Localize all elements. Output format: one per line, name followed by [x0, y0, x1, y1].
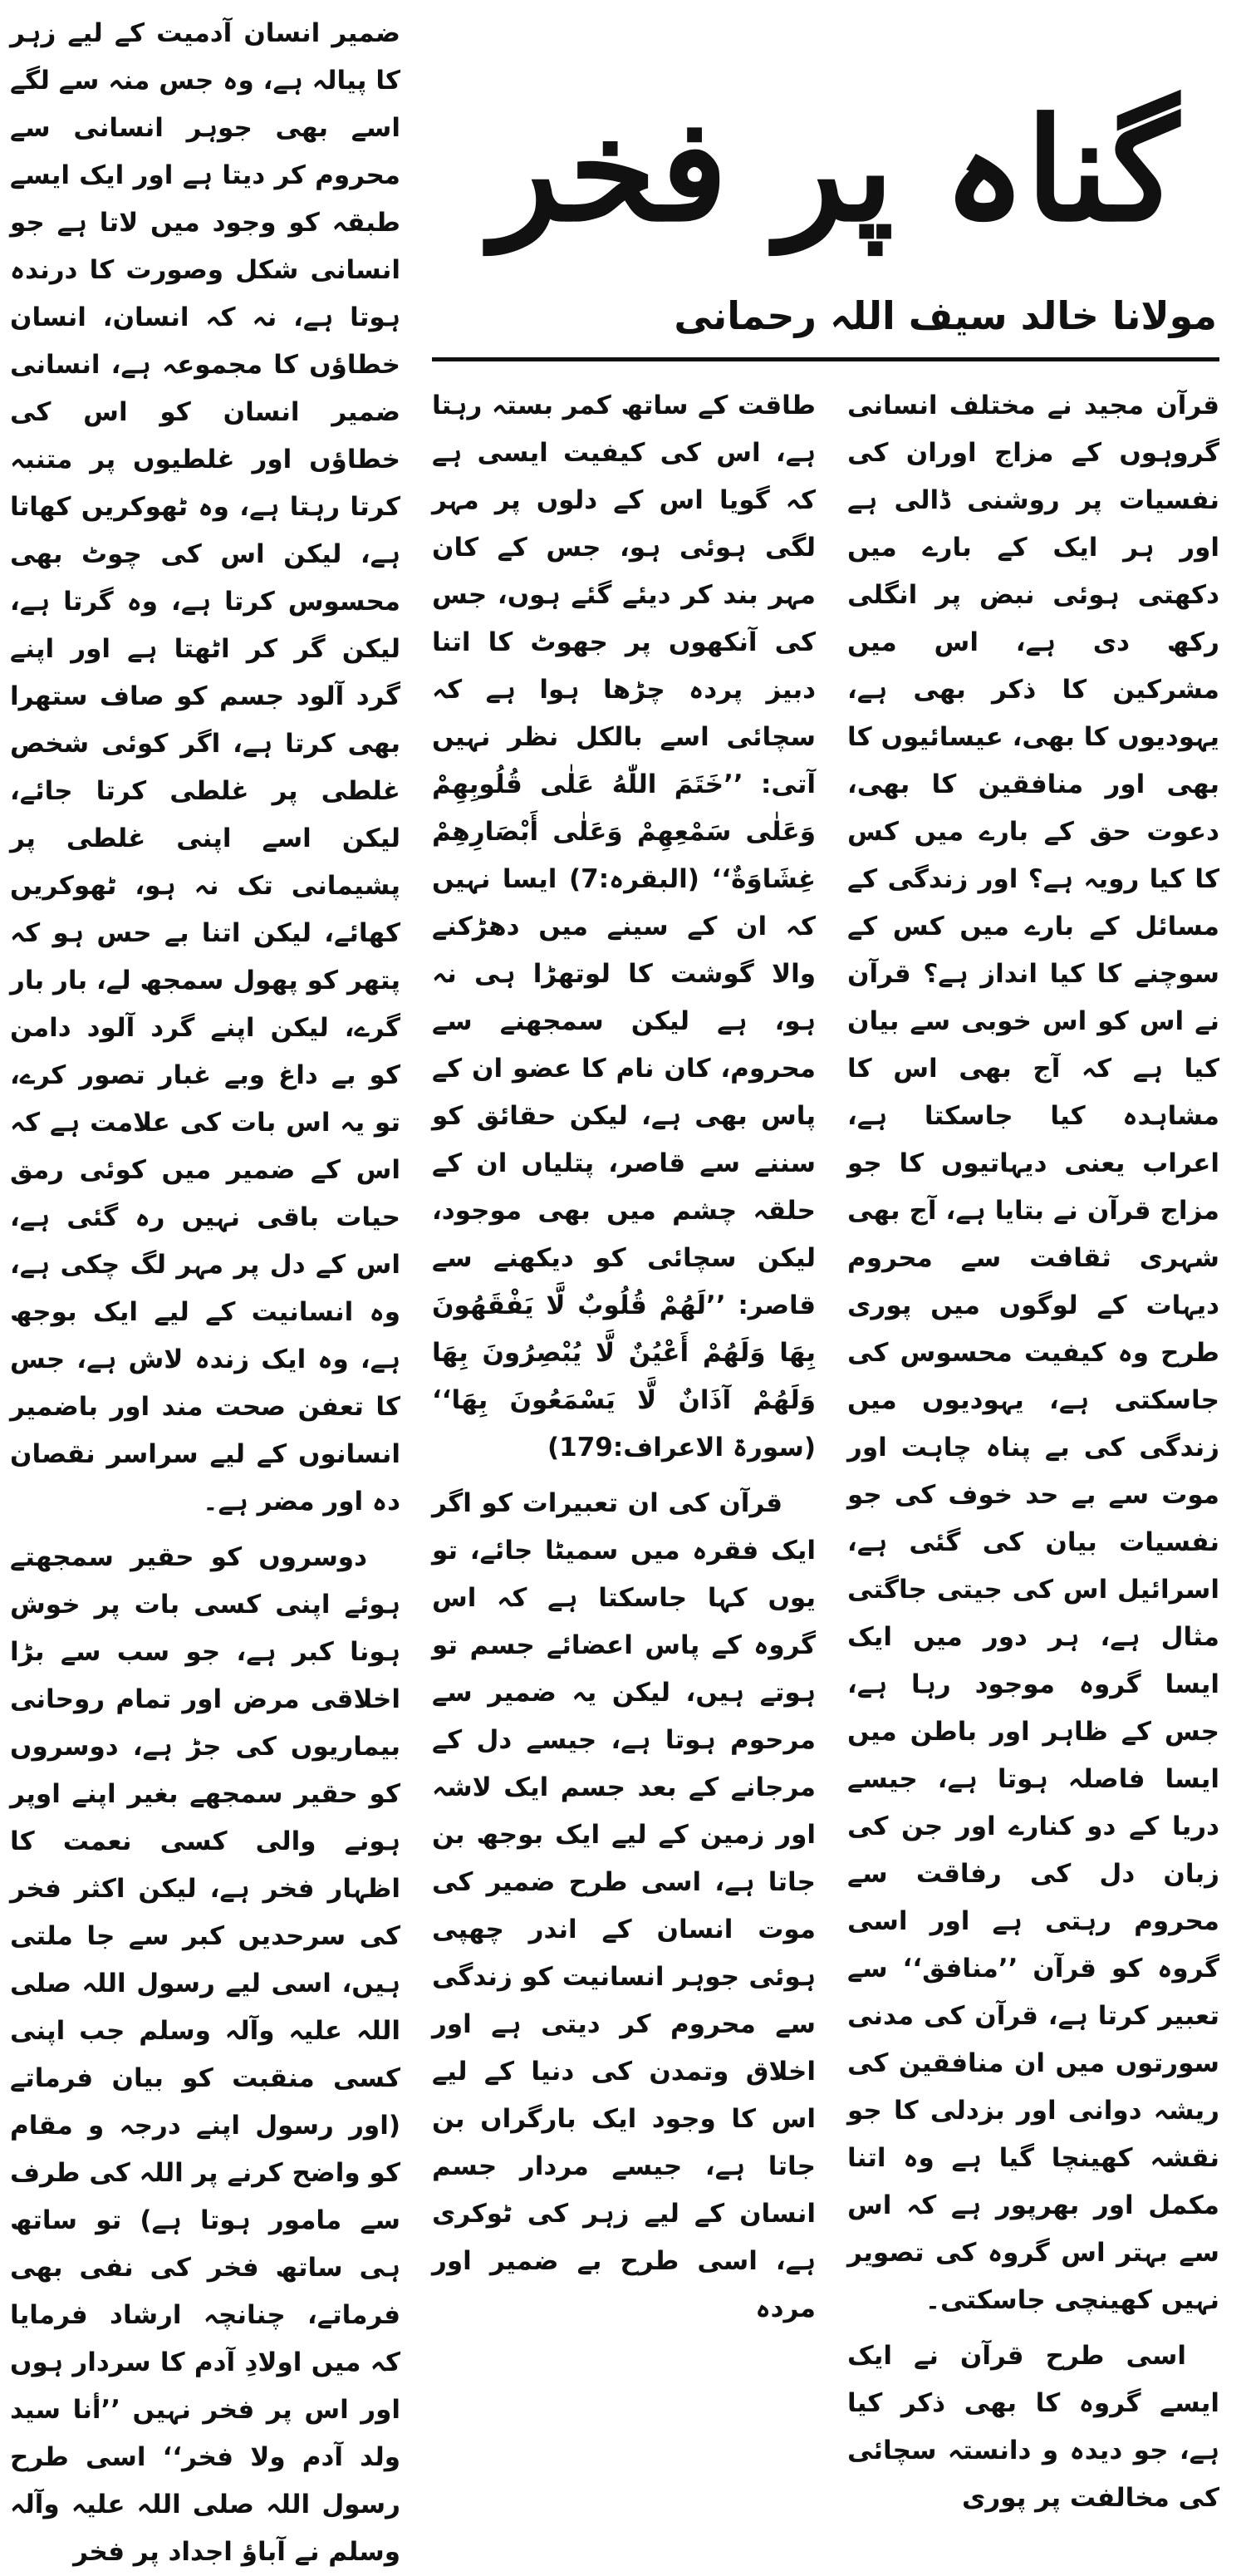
text-column-middle: [432, 382, 817, 2323]
paragraph: قرآن کی ان تعبیرات کو اگر ایک فقرہ میں سمیٹا جائے، تو یوں کہا جاسکتا ہے کہ اس گروہ کے پاس اعضائے جسم تو ہوتے ہیں، لیکن یہ ضمیر سے مرحوم ہوتا ہے، جیسے دل کے مرجانے کے بعد جسم ایک لاشہ اور زمین کے لیے ایک بوجھ بن جاتا ہے، اسی طرح ضمیر کی موت انسان کے اندر چھپی ہوئی جوہر انسانیت کو زندگی سے محروم کر دیتی ہے اور اخلاق وتمدن کی دنیا کے لیے اس کا وجود ایک بارگراں بن جاتا ہے، جیسے مردار جسم انسان کے لیے زہر کی ٹوکری ہے، اسی طرح بے ضمیر اور مردہ: [432, 1488, 816, 2323]
byline-divider: [432, 357, 1219, 361]
text-column-left: [10, 10, 400, 2567]
paragraph: اسی طرح قرآن نے ایک ایسے گروہ کا بھی ذکر کیا ہے، جو دیدہ و دانستہ سچائی کی مخالفت پر پوری: [847, 2341, 1219, 2513]
paragraph: ضمیر انسان آدمیت کے لیے زہر کا پیالہ ہے، وہ جس منہ سے لگے اسے بھی جوہر انسانی سے محروم کر دیتا ہے اور ایک ایسے طبقہ کو وجود میں لاتا ہے جو انسانی شکل وصورت کا درندہ ہوتا ہے، نہ کہ انسان، انسان خطاؤں کا مجموعہ ہے، انسانی ضمیر انسان کو اس کی خطاؤں اور غلطیوں پر متنبہ کرتا رہتا ہے، وہ ٹھوکریں کھاتا ہے، لیکن اس کی چوٹ بھی محسوس کرتا ہے، وہ گرتا ہے، لیکن گر کر اٹھتا ہے اور اپنے گرد آلود جسم کو صاف ستھرا بھی کرتا ہے، اگر کوئی شخص غلطی پر غلطی کرتا جائے، لیکن اسے اپنی غلطی پر پشیمانی تک نہ ہو، ٹھوکریں کھائے، لیکن اتنا بے حس ہو کہ پتھر کو پھول سمجھ لے، بار بار گرے، لیکن اپنے گرد آلود دامن کو بے داغ وبے غبار تصور کرے، تو یہ اس بات کی علامت ہے کہ اس کے ضمیر میں کوئی رمق حیات باقی نہیں رہ گئی ہے، اس کے دل پر مہر لگ چکی ہے، وہ انسانیت کے لیے ایک بوجھ ہے، وہ ایک زندہ لاش ہے، جس کا تعفن صحت مند اور باضمیر انسانوں کے لیے سراسر نقصان دہ اور مضر ہے۔: [10, 18, 400, 1517]
paragraph: دوسروں کو حقیر سمجھتے ہوئے اپنی کسی بات پر خوش ہونا کبر ہے، جو سب سے بڑا اخلاقی مرض اور تمام روحانی بیماریوں کی جڑ ہے، دوسروں کو حقیر سمجھے بغیر اپنے اوپر ہونے والی کسی نعمت کا اظہار فخر ہے، لیکن اکثر فخر کی سرحدیں کبر سے جا ملتی ہیں، اسی لیے رسول اللہ صلی اللہ علیہ وآلہ وسلم جب اپنی کسی منقبت کو بیان فرماتے (اور رسول اپنے درجہ و مقام کو واضح کرنے پر اللہ کی طرف سے مامور ہوتا ہے) تو ساتھ ہی ساتھ فخر کی نفی بھی فرماتے، چنانچہ ارشاد فرمایا کہ میں اولادِ آدم کا سردار ہوں اور اس پر فخر نہیں ’’أنا سيد ولد آدم ولا فخر‘‘ اسی طرح رسول اللہ صلی اللہ علیہ وآلہ وسلم نے آباؤ اجداد پر فخر: [10, 1542, 400, 2567]
paragraph: طاقت کے ساتھ کمر بستہ رہتا ہے، اس کی کیفیت ایسی ہے کہ گویا اس کے دلوں پر مہر لگی ہوئی ہو، جس کے کان مہر بند کر دیئے گئے ہوں، جس کی آنکھوں پر جھوٹ کا اتنا دبیز پردہ چڑھا ہوا ہے کہ سچائی اسے بالکل نظر نہیں آتی: ’’خَتَمَ اللّٰهُ عَلٰى قُلُوبِهِمْ وَعَلٰى سَمْعِهِمْ وَعَلٰى أَبْصَارِهِمْ غِشَاوَةٌ‘‘ (البقرہ:7) ایسا نہیں کہ ان کے سینے میں دھڑکنے والا گوشت کا لوتھڑا ہی نہ ہو، ہے لیکن سمجھنے سے محروم، کان نام کا عضو ان کے پاس بھی ہے، لیکن حقائق کو سننے سے قاصر، پتلیاں ان کے حلقہ چشم میں بھی موجود، لیکن سچائی کو دیکھنے سے قاصر: ’’لَهُمْ قُلُوبٌ لَّا يَفْقَهُونَ بِهَا وَلَهُمْ أَعْيُنٌ لَّا يُبْصِرُونَ بِهَا وَلَهُمْ آذَانٌ لَّا يَسْمَعُونَ بِهَا‘‘ (سورۃ الاعراف:179): [432, 391, 817, 1463]
article-title: گناہ پر فخر: [491, 87, 1179, 253]
author-byline: مولانا خالد سیف اللہ رحمانی: [674, 293, 1217, 338]
text-column-right: [847, 382, 1219, 2513]
paragraph: قرآن مجید نے مختلف انسانی گروہوں کے مزاج اوران کی نفسیات پر روشنی ڈالی ہے اور ہر ایک کے بارے میں دکھتی ہوئی نبض پر انگلی رکھ دی ہے، اس میں مشرکین کا ذکر بھی ہے، یہودیوں کا بھی، عیسائیوں کا بھی اور منافقین کا بھی، دعوت حق کے بارے میں کس کا کیا رویہ ہے؟ اور زندگی کے مسائل کے بارے میں کس کے سوچنے کا کیا انداز ہے؟ قرآن نے اس کو اس خوبی سے بیان کیا ہے کہ آج بھی اس کا مشاہدہ کیا جاسکتا ہے، اعراب یعنی دیہاتیوں کا جو مزاج قرآن نے بتایا ہے، آج بھی شہری ثقافت سے محروم دیہات کے لوگوں میں پوری طرح وہ کیفیت محسوس کی جاسکتی ہے، یہودیوں میں زندگی کی بے پناہ چاہت اور موت سے بے حد خوف کی جو نفسیات بیان کی گئی ہے، اسرائیل اس کی جیتی جاگتی مثال ہے، ہر دور میں ایک ایسا گروہ موجود رہا ہے، جس کے ظاہر اور باطن میں ایسا فاصلہ ہوتا ہے، جیسے دریا کے دو کنارے اور جن کی زبان دل کی رفاقت سے محروم رہتی ہے اور اسی گروہ کو قرآن ’’منافق‘‘ سے تعبیر کرتا ہے، قرآن کی مدنی سورتوں میں ان منافقین کی ریشہ دوانی اور بزدلی کا جو نقشہ کھینچا گیا ہے وہ اتنا مکمل اور بھرپور ہے کہ اس سے بہتر اس گروہ کی تصویر نہیں کھینچی جاسکتی۔: [847, 391, 1219, 2315]
